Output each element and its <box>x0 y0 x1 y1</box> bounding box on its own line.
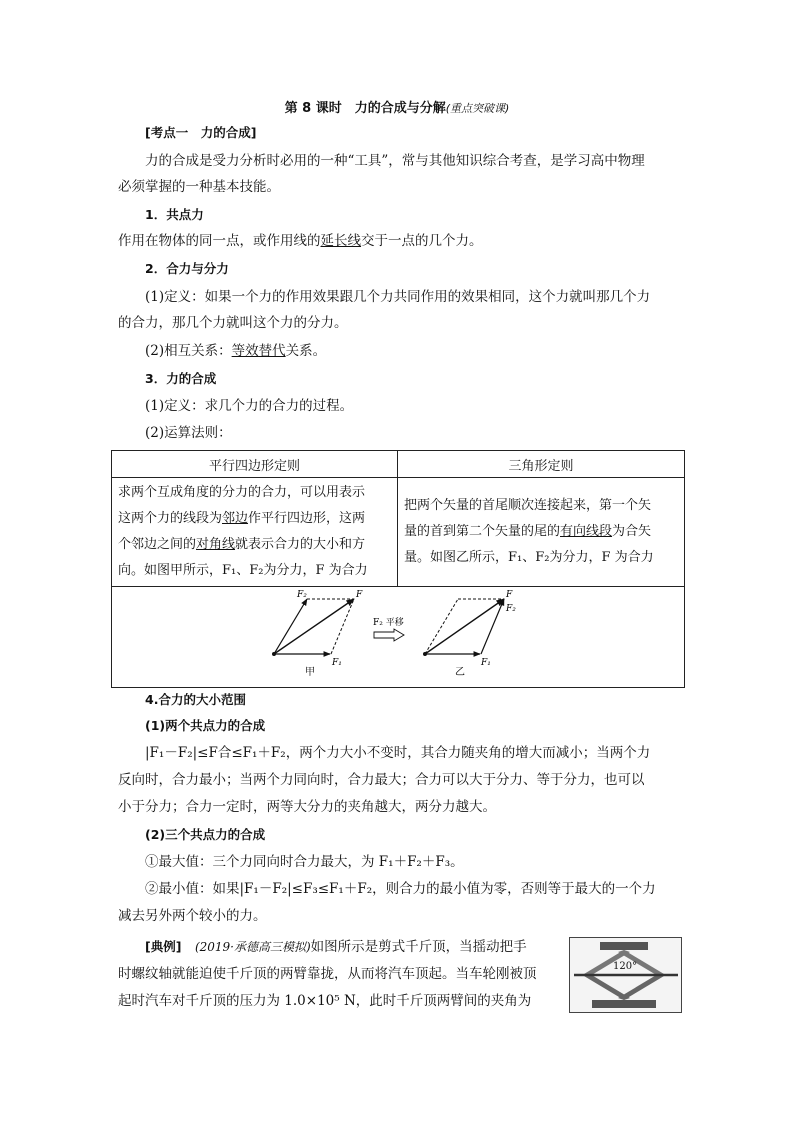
shift-label: F₂ 平移 <box>373 618 404 628</box>
definition-line-2: 的合力，那几个力就叫这个力的分力。 <box>118 315 348 331</box>
cell-a-text: 向。如图甲所示，F₁、F₂为分力，F 为合力 <box>118 563 368 578</box>
example-text: 如图所示是剪式千斤顶，当摇动把手 <box>310 939 527 955</box>
min-value-line-1: ②最小值：如果|F₁－F₂|≤F₃≤F₁＋F₂，则合力的最小值为零，否则等于最大的一个力 <box>145 881 656 897</box>
heading-range: 4.合力的大小范围 <box>145 692 246 707</box>
label-f2: F₂ <box>506 604 516 614</box>
origin-point <box>272 652 276 656</box>
p1-text-end: 交于一点的几个力。 <box>361 233 483 249</box>
caption-jia: 甲 <box>305 667 315 678</box>
cell-a-text: 求两个互成角度的分力的合力，可以用表示 <box>118 485 366 500</box>
cell-a-text: 就表示合力的大小和方 <box>235 537 366 552</box>
min-value-line-2: 减去另外两个较小的力。 <box>118 908 267 924</box>
force-diagram <box>112 587 684 687</box>
cell-a-text: 这两个力的线段为 <box>118 511 223 526</box>
cell-b-text: 量。如图乙所示，F₁、F₂为分力，F 为合力 <box>404 550 654 565</box>
dashed-edge <box>425 599 458 654</box>
cell-b-line <box>404 519 678 545</box>
title-main: 第 8 课时 力的合成与分解 <box>284 101 446 116</box>
cell-parallelogram <box>112 478 398 587</box>
cell-b-text: 为合矢 <box>612 524 652 539</box>
jack-base <box>592 1000 656 1008</box>
example-source: (2019·承德高三模拟) <box>194 940 311 954</box>
cell-a-underline: 对角线 <box>196 537 236 552</box>
example-line-3: 起时汽车对千斤顶的压力为 1.0×10⁵ N，此时千斤顶两臂间的夹角为 <box>118 993 532 1009</box>
definition-line-1: (1)定义：如果一个力的作用效果跟几个力共同作用的效果相同，这个力就叫那几个力 <box>145 289 651 305</box>
cell-b-text: 量的首到第二个矢量的尾的 <box>404 524 561 539</box>
header-parallelogram: 平行四边形定则 <box>112 451 398 478</box>
cell-a-line <box>118 558 391 584</box>
label-f1: F₁ <box>332 658 342 668</box>
heading-two-forces: (1)两个共点力的合成 <box>145 718 266 733</box>
p1-underline: 延长线 <box>320 233 361 249</box>
heading-composition: 3．力的合成 <box>145 371 217 386</box>
parallelogram-figure <box>272 590 363 678</box>
p3-text-end: 关系。 <box>285 343 327 359</box>
example-line-1 <box>145 937 527 957</box>
page-title <box>0 97 794 116</box>
cell-a-text: 个邻边之间的 <box>118 537 197 552</box>
caption-yi: 乙 <box>455 667 465 678</box>
p3-text: (2)相互关系： <box>145 343 232 359</box>
composition-rules: (2)运算法则： <box>145 425 232 441</box>
origin-point <box>423 652 427 656</box>
scissor-jack-illustration <box>570 938 681 1012</box>
cell-a-line <box>118 480 391 506</box>
range-line-3: 小于分力；合力一定时，两等大分力的夹角越大，两分力越大。 <box>118 799 496 815</box>
jack-top-plate <box>600 942 648 950</box>
title-tag: (重点突破课) <box>445 102 510 115</box>
composition-definition: (1)定义：求几个力的合力的过程。 <box>145 398 354 414</box>
angle-label: 120° <box>613 961 638 972</box>
label-f1: F₁ <box>481 658 491 668</box>
jack-arm <box>618 974 664 1000</box>
paragraph-concurrent-forces <box>118 231 483 251</box>
cell-b-line <box>404 493 678 519</box>
label-f: F <box>356 590 363 600</box>
rules-table <box>111 450 685 688</box>
cell-a-underline: 邻边 <box>222 511 249 526</box>
cell-b-text: 把两个矢量的首尾顺次连接起来，第一个矢 <box>404 498 652 513</box>
example-label: [典例] <box>145 939 182 954</box>
section-heading: [考点一 力的合成] <box>145 125 257 140</box>
example-line-2: 时螺纹轴就能迫使千斤顶的两臂靠拢，从而将汽车顶起。当车轮刚被顶 <box>118 966 537 982</box>
p1-text: 作用在物体的同一点，或作用线的 <box>118 233 321 249</box>
p3-underline: 等效替代 <box>231 343 286 359</box>
f2-vector <box>274 599 307 654</box>
cell-b-line <box>404 545 678 571</box>
label-f2: F₂ <box>297 590 307 600</box>
cell-a-line <box>118 532 391 558</box>
cell-a-line <box>118 506 391 532</box>
heading-three-forces: (2)三个共点力的合成 <box>145 827 266 842</box>
shift-arrow-icon <box>374 629 404 641</box>
cell-b-underline: 有向线段 <box>560 524 613 539</box>
max-value-line: ①最大值：三个力同向时合力最大，为 F₁＋F₂＋F₃。 <box>145 854 464 870</box>
resultant-vector <box>274 599 354 654</box>
heading-concurrent-forces: 1．共点力 <box>145 207 204 222</box>
triangle-figure <box>423 590 516 678</box>
intro-line-1: 力的合成是受力分析时必用的一种“工具”，常与其他知识综合考查，是学习高中物理 <box>145 153 645 169</box>
scissor-jack-image <box>569 937 682 1013</box>
cell-a-text: 作平行四边形，这两 <box>248 511 366 526</box>
heading-resultant: 2．合力与分力 <box>145 261 229 276</box>
shift-arrow <box>373 616 404 641</box>
range-line-2: 反向时，合力最小；当两个力同向时，合力最大；合力可以大于分力、等于分力，也可以 <box>118 772 645 788</box>
header-triangle: 三角形定则 <box>398 451 685 478</box>
relation-line <box>145 341 326 361</box>
figure-cell <box>112 587 685 688</box>
intro-line-2: 必须掌握的一种基本技能。 <box>118 179 280 195</box>
cell-triangle <box>398 478 685 587</box>
label-f: F <box>506 590 513 600</box>
range-line-1: |F₁－F₂|≤F合≤F₁＋F₂，两个力大小不变时，其合力随夹角的增大而减小；当两个力 <box>145 745 651 761</box>
